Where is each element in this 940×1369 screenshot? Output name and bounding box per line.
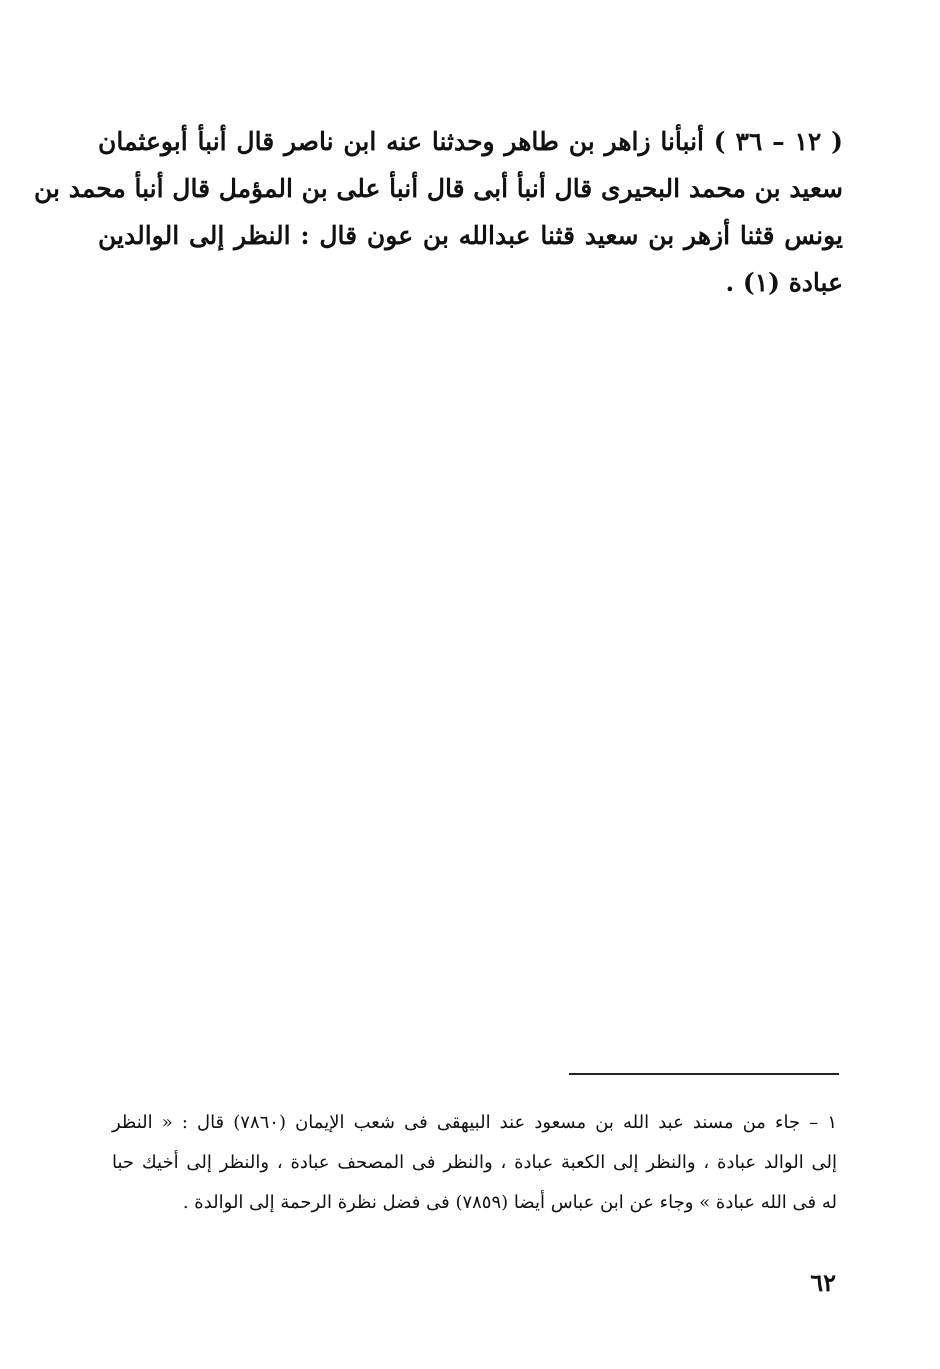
main-text-block xyxy=(34,118,843,306)
main-text-line: سعيد بن محمد البحيرى قال أنبأ أبى قال أنبأ على بن المؤمل قال أنبأ محمد بن xyxy=(34,174,843,203)
main-text-line: يونس قثنا أزهر بن سعيد قثنا عبدالله بن عون قال : النظر إلى الوالدين xyxy=(98,221,843,250)
footnote-line: ١ – جاء من مسند عبد الله بن مسعود عند البيهقى فى شعب الإيمان (٧٨٦٠) قال : « النظر xyxy=(112,1112,837,1133)
page-number: ٦٢ xyxy=(810,1268,836,1297)
footnote-separator xyxy=(569,1073,839,1075)
footnote-line: إلى الوالد عبادة ، والنظر إلى الكعبة عبادة ، والنظر فى المصحف عبادة ، والنظر إلى أخيك حبا xyxy=(112,1152,837,1173)
footnote-block xyxy=(112,1103,837,1223)
footnote-line: له فى الله عبادة » وجاء عن ابن عباس أيضا (٧٨٥٩) فى فضل نظرة الرحمة إلى الوالدة . xyxy=(182,1192,837,1213)
main-text-line: عبادة (١) . xyxy=(725,268,843,297)
main-text-line: ( ١٢ – ٣٦ ) أنبأنا زاهر بن طاهر وحدثنا عنه ابن ناصر قال أنبأ أبوعثمان xyxy=(98,127,843,156)
